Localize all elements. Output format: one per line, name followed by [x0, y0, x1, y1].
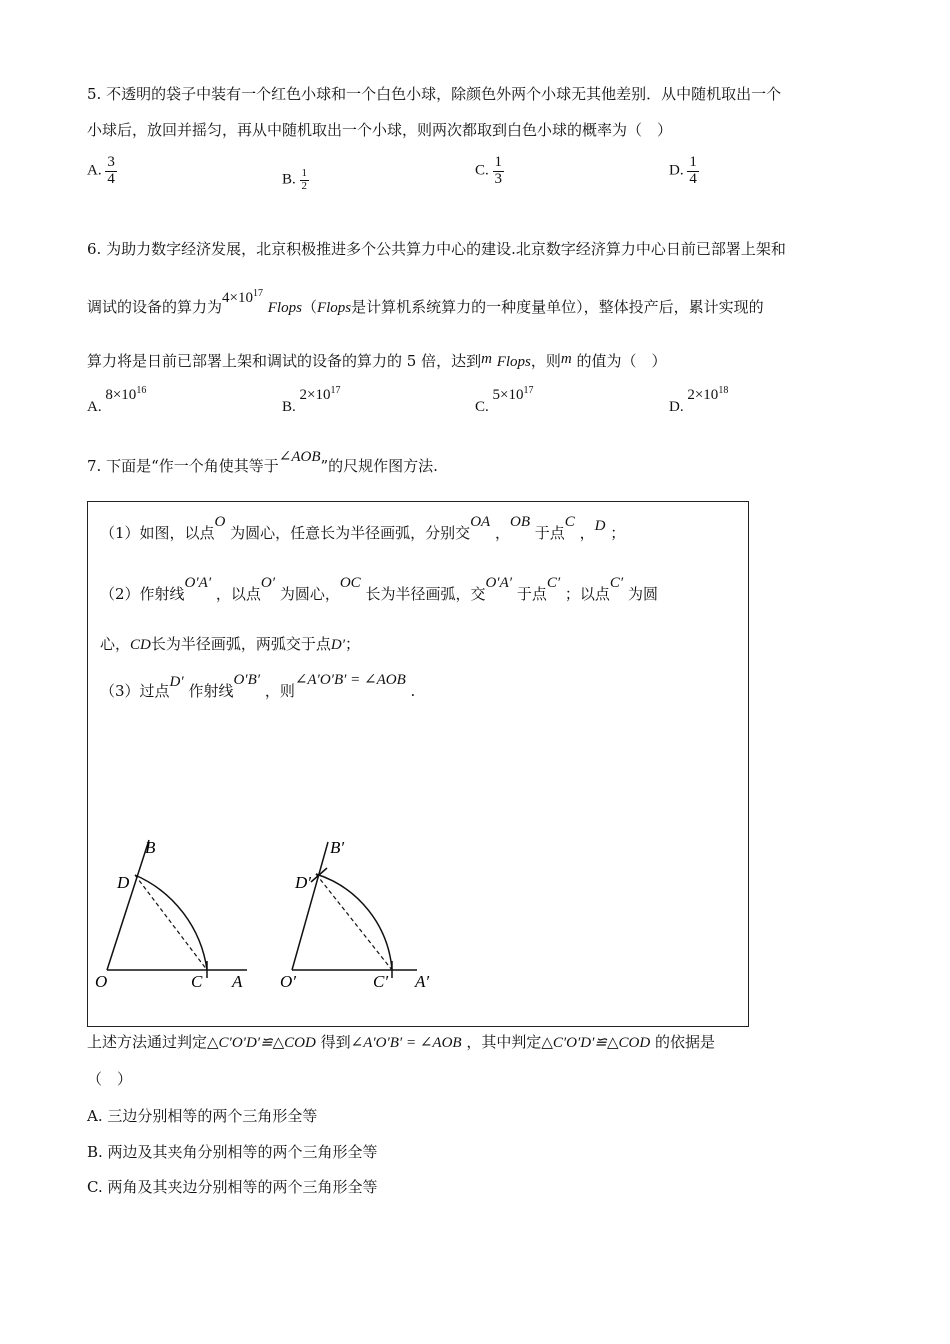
q7-step2-cont: 心，CD长为半径画弧，两弧交于点D′；: [100, 635, 361, 653]
segment-cd: [135, 875, 207, 970]
q6-line3: 算力将是日前已部署上架和调试的设备的算力的 5 倍，达到m Flops，则m 的值为（ ）: [87, 351, 667, 370]
label-o2: O′: [280, 972, 296, 991]
label-c: C: [191, 972, 203, 991]
q6-line2: 调试的设备的算力为$4\times 10^{17}$ Flops（Flops是计算机系统算力的一种度量单位），整体投产后，累计实现的: [87, 288, 764, 316]
fraction: $\frac{1}{2}$: [301, 167, 308, 192]
arc-c2d2: [316, 874, 392, 970]
q7-option-b[interactable]: B. 两边及其夹角分别相等的两个三角形全等: [87, 1143, 378, 1161]
q5-option-c[interactable]: C. $\frac{1}{3}$: [475, 154, 503, 187]
label-d2: D′: [295, 873, 311, 892]
q7-option-a[interactable]: A. 三边分别相等的两个三角形全等: [87, 1107, 318, 1125]
fraction: $\frac{1}{3}$: [494, 154, 503, 187]
q7-conclusion: 上述方法通过判定△C′O′D′≌△COD 得到∠A′O′B′ = ∠AOB ，其中判定△C′O′D′≌△COD 的依据是: [87, 1033, 715, 1051]
q6-option-a[interactable]: A. $8\times 10^{16}$: [87, 385, 147, 415]
label-a: A: [232, 972, 243, 991]
q7-intro: 7. 下面是“作一个角使其等于∠AOB”的尺规作图方法.: [87, 449, 438, 475]
q7-step3: （3）过点D′ 作射线O′B′ ，则∠A′O′B′ = ∠AOB .: [100, 672, 416, 700]
q7-step2: （2）作射线O′A′ ，以点O′ 为圆心，OC 长为半径画弧，交O′A′ 于点C′ ；以点C′ 为圆: [100, 575, 659, 603]
figure-original: [95, 838, 247, 991]
q6-option-c[interactable]: C. $5\times 10^{17}$: [475, 385, 534, 415]
q7-option-c[interactable]: C. 两角及其夹边分别相等的两个三角形全等: [87, 1178, 378, 1196]
q5-option-b[interactable]: B. $\frac{1}{2}$: [282, 167, 308, 192]
fraction: $\frac{3}{4}$: [107, 154, 115, 187]
label-b: B: [145, 838, 156, 857]
segment-c2d2: [316, 874, 392, 970]
q7-paren: （ ）: [87, 1070, 133, 1088]
q7-step1: （1）如图，以点O 为圆心，任意长为半径画弧，分别交OA ，OB 于点C ，D ；: [100, 514, 626, 542]
ray-ob: [107, 840, 149, 970]
q6-option-b[interactable]: B. $2\times 10^{17}$: [282, 385, 341, 415]
q6-line1: 6. 为助力数字经济发展，北京积极推进多个公共算力中心的建设.北京数字经济算力中心日前已部署上架和: [87, 240, 786, 258]
label-o: O: [95, 972, 108, 991]
label-c2: C′: [373, 972, 389, 991]
figure-copy: [280, 838, 429, 991]
q5-option-a[interactable]: A. $\frac{3}{4}$: [87, 154, 115, 187]
label-b2: B′: [330, 838, 345, 857]
q5-line2: 小球后，放回并摇匀，再从中随机取出一个小球，则两次都取到白色小球的概率为（ ）: [87, 121, 673, 139]
ray-o2b2: [292, 842, 328, 970]
label-a2: A′: [415, 972, 430, 991]
fraction: $\frac{1}{4}$: [689, 154, 697, 187]
label-d: D: [117, 873, 130, 892]
q5-option-d[interactable]: D. $\frac{1}{4}$: [669, 154, 697, 187]
q5-line1: 5. 不透明的袋子中装有一个红色小球和一个白色小球，除颜色外两个小球无其他差别．从中随机取出一个: [87, 85, 782, 103]
construction-figure: [87, 830, 430, 1005]
q6-option-d[interactable]: D. $2\times 10^{18}$: [669, 385, 729, 415]
